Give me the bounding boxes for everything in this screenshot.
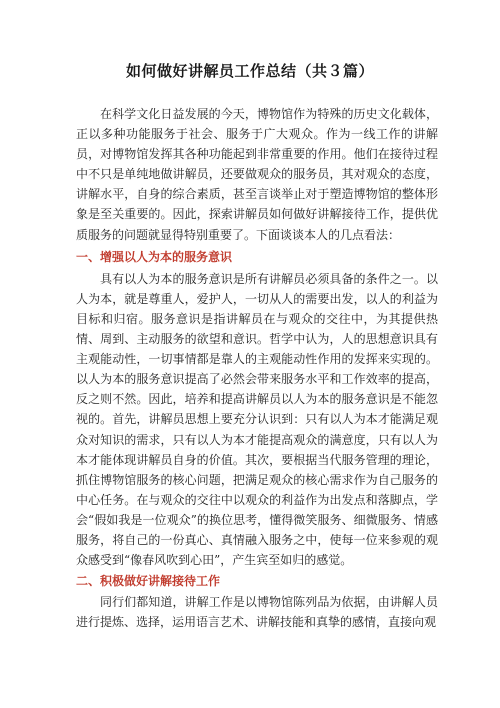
- document-body: [76, 104, 438, 632]
- section-heading-reception-work: 二、积极做好讲解接待工作: [76, 574, 221, 589]
- document-title: 如何做好讲解员工作总结（共３篇）: [125, 62, 374, 80]
- intro-paragraph: 在科学文化日益发展的今天，博物馆作为特殊的历史文化载体，正以多种功能服务于社会、服务于广大观众。作为一线工作的讲解员，对博物馆发挥其各种功能起到非常重要的作用。他们在接待过程中不只是单纯地做讲解员，还要做观众的服务员，其对观众的态度，讲解水平，自身的综合素质，甚至言谈举止对于塑造博物馆的整体形象是至关重要的。因此，探索讲解员如何做好讲解接待工作，提供优质服务的问题就显得特别重要了。下面谈谈本人的几点看法：: [76, 107, 438, 242]
- section-heading-service-awareness: 一、增强以人为本的服务意识: [76, 249, 233, 264]
- section-paragraph-service-awareness: 具有以人为本的服务意识是所有讲解员必须具备的条件之一。以人为本，就是尊重人，爱护人，一切从人的需要出发，以人的利益为目标和归宿。服务意识是指讲解员在与观众的交往中，为其提供热情、周到、主动服务的欲望和意识。哲学中认为，人的思想意识具有主观能动性，一切事情都是靠人的主观能动性作用的发挥来实现的。以人为本的服务意识提高了必然会带来服务水平和工作效率的提高，反之则不然。因此，培养和提高讲解员以人为本的服务意识是不能忽视的。首先，讲解员思想上要充分认识到：只有以人为本才能满足观众对知识的需求，只有以人为本才能提高观众的满意度，只有以人为本才能体现讲解员自身的价值。其次，要根据当代服务管理的理论，抓住博物馆服务的核心问题，把满足观众的核心需求作为自己服务的中心任务。在与观众的交往中以观众的利益作为出发点和落脚点，学会“假如我是一位观众”的换位思考，懂得微笑服务、细微服务、情感服务，将自己的一份真心、真情融入服务之中，使每一位来参观的观众感受到“像春风吹到心田”，产生宾至如归的感觉。: [76, 271, 438, 568]
- section-paragraph-reception-work: 同行们都知道，讲解工作是以博物馆陈列品为依据，由讲解人员进行提炼、选择，运用语言艺术、讲解技能和真挚的感情，直接向观: [76, 595, 438, 630]
